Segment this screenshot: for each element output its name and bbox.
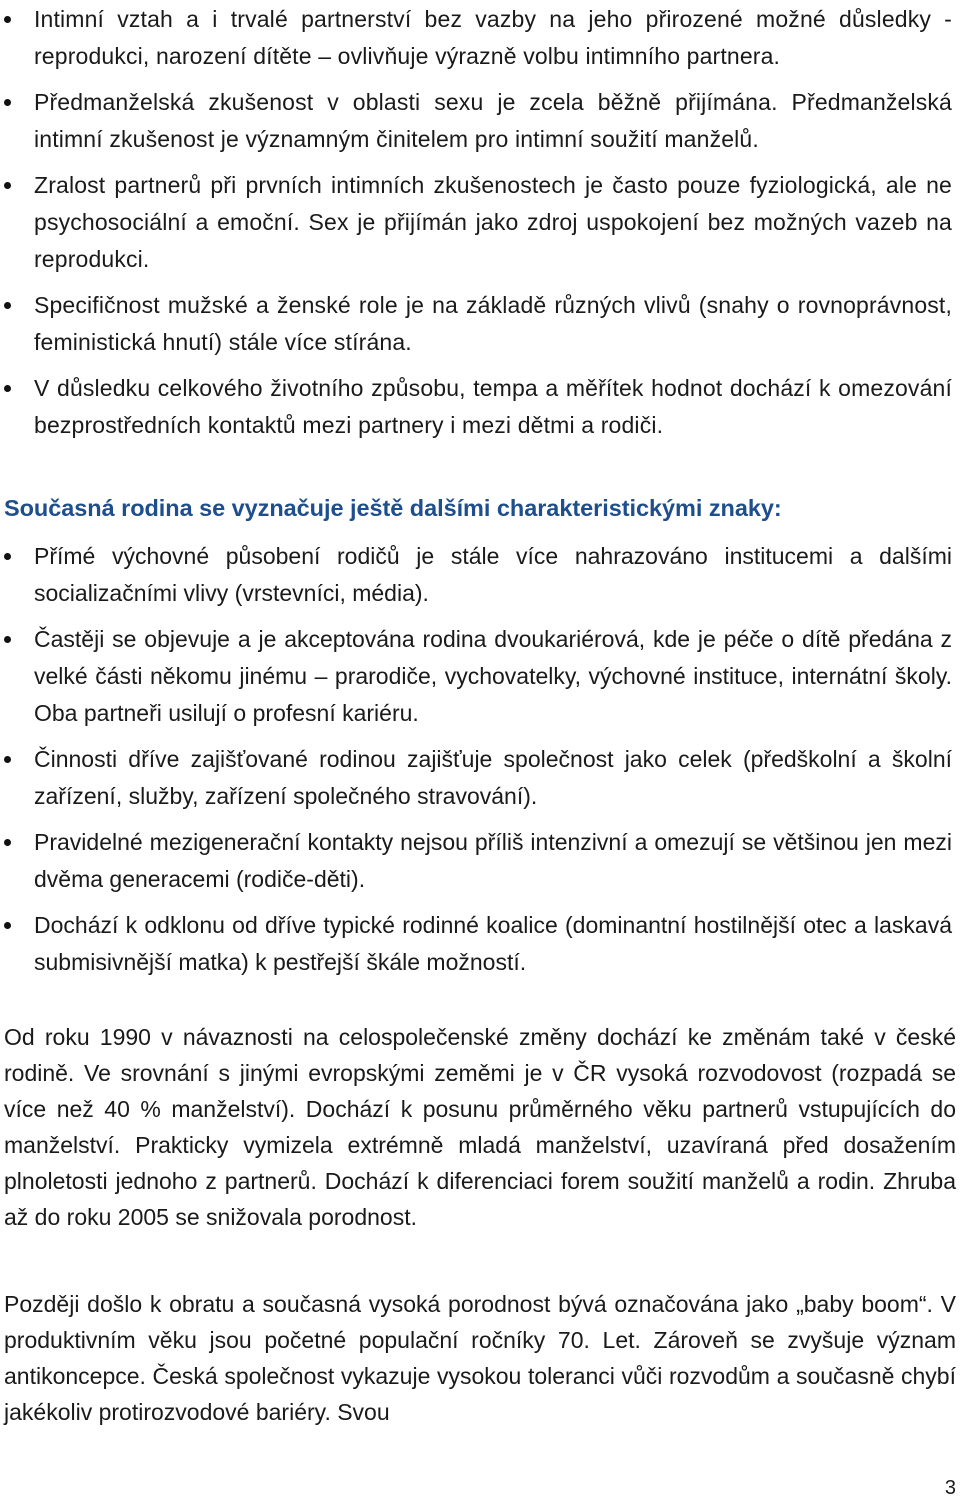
bullet-icon [4,99,11,106]
body-paragraph-baby-boom: Později došlo k obratu a současná vysoká porodnost bývá označována jako „baby boom“. V produktivním věku jsou početné populační ročníky 70. Let. Zároveň se zvyšuje význam antikoncepce. Česká společnost vykazuje vysokou toleranci vůči rozvodům a současně chybí jakékoliv protirozvodové bariéry. Svou [4,1291,956,1425]
section-heading: Současná rodina se vyznačuje ještě dalšími charakteristickými znaky: [4,495,782,521]
list-item [0,1,956,75]
list-item [0,370,956,444]
list-item [0,538,956,612]
bullet-icon [4,553,11,560]
list-item-text: Zralost partnerů při prvních intimních zkušenostech je často pouze fyziologická, ale ne psychosociální a emoční. Sex je přijímán jako zdroj uspokojení bez možných vazeb na reprodukci. [34,172,952,272]
list-item-text: Přímé výchovné působení rodičů je stále více nahrazováno institucemi a dalšími socializačními vlivy (vrstevníci, média). [34,543,952,606]
list-item [0,907,956,981]
list-item-text: Dochází k odklonu od dříve typické rodinné koalice (dominantní hostilnější otec a laskavá submisivnější matka) k pestřejší škále možností. [34,912,952,975]
list-item-text: Činnosti dříve zajišťované rodinou zajišťuje společnost jako celek (předškolní a školní zařízení, služby, zařízení společného stravování). [34,746,952,809]
list-item-text: Předmanželská zkušenost v oblasti sexu je zcela běžně přijímána. Předmanželská intimní zkušenost je významným činitelem pro intimní soužití manželů. [34,89,952,152]
list-item [0,84,956,158]
list-item-text: V důsledku celkového životního způsobu, tempa a měřítek hodnot dochází k omezování bezprostředních kontaktů mezi partnery i mezi dětmi a rodiči. [34,375,952,438]
bullet-icon [4,385,11,392]
bullet-icon [4,839,11,846]
bullet-icon [4,182,11,189]
body-paragraph-1990: Od roku 1990 v návaznosti na celospolečenské změny dochází ke změnám také v české rodině. Ve srovnání s jinými evropskými zeměmi je v ČR vysoká rozvodovost (rozpadá se více než 40 % manželství). Dochází k posunu průměrného věku partnerů vstupujících do manželství. Prakticky vymizela extrémně mladá manželství, uzavíraná před dosažením plnoletosti jednoho z partnerů. Dochází k diferenciaci forem soužití manželů a rodin. Zhruba až do roku 2005 se snižovala porodnost. [4,1024,956,1230]
list-item [0,824,956,898]
list-item-text: Specifičnost mužské a ženské role je na základě různých vlivů (snahy o rovnoprávnost, feministická hnutí) stále více stírána. [34,292,952,355]
bullet-list-intimacy [0,1,956,453]
bullet-icon [4,922,11,929]
bullet-icon [4,636,11,643]
bullet-icon [4,16,11,23]
list-item [0,741,956,815]
list-item [0,621,956,732]
bullet-icon [4,302,11,309]
list-item [0,287,956,361]
bullet-icon [4,756,11,763]
list-item [0,167,956,278]
list-item-text: Intimní vztah a i trvalé partnerství bez vazby na jeho přirozené možné důsledky - reprodukci, narození dítěte – ovlivňuje výrazně volbu intimního partnera. [34,6,952,69]
page-number: 3 [944,1477,956,1499]
list-item-text: Pravidelné mezigenerační kontakty nejsou příliš intenzivní a omezují se většinou jen mezi dvěma generacemi (rodiče-děti). [34,829,952,892]
list-item-text: Častěji se objevuje a je akceptována rodina dvoukariérová, kde je péče o dítě předána z velké části někomu jinému – prarodiče, vychovatelky, výchovné instituce, internátní školy. Oba partneři usilují o profesní kariéru. [34,626,952,726]
bullet-list-family-traits [0,538,956,990]
